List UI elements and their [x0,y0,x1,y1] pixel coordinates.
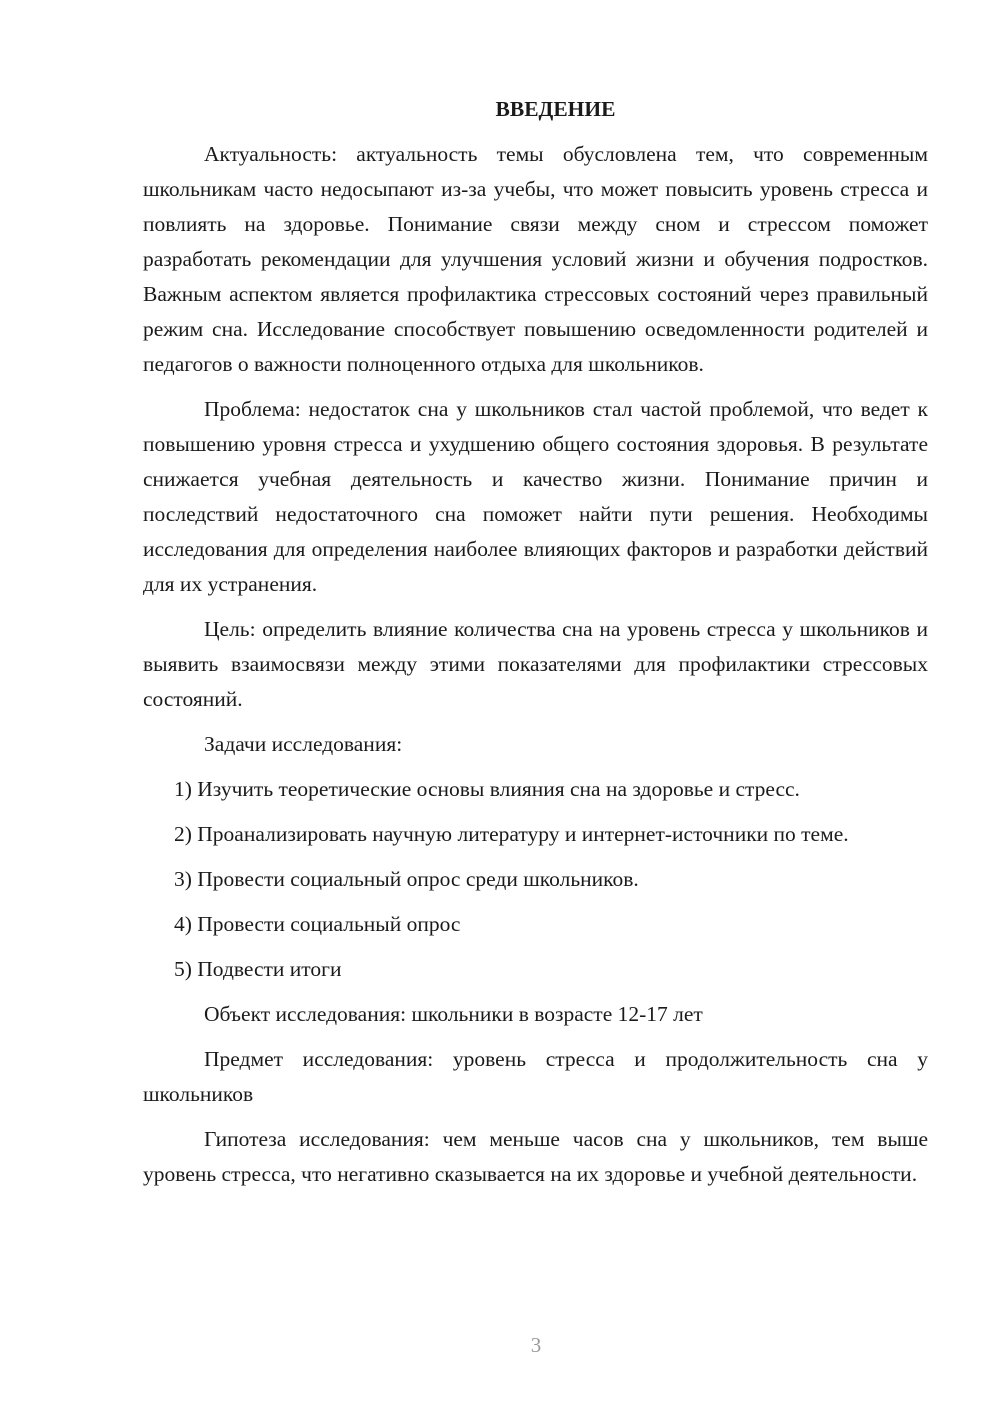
page-number: 3 [530,1333,542,1357]
task-item-3: 3) Провести социальный опрос среди школьников. [174,867,639,891]
section-title: ВВЕДЕНИЕ [495,97,616,121]
page-content [143,92,928,1202]
paragraph-subject: Предмет исследования: уровень стресса и продолжительность сна у школьников [143,1047,928,1106]
task-item-4: 4) Провести социальный опрос [174,912,461,936]
task-item-1: 1) Изучить теоретические основы влияния сна на здоровье и стресс. [174,777,800,801]
paragraph-problem: Проблема: недостаток сна у школьников стал частой проблемой, что ведет к повышению уровня стресса и ухудшению общего состояния здоровья. В результате снижается учебная деятельность и качество жизни. Понимание причин и последствий недостаточного сна поможет найти пути решения. Необходимы исследования для определения наиболее влияющих факторов и разработки действий для их устранения. [143,397,928,596]
paragraph-relevance: Актуальность: актуальность темы обусловлена тем, что современным школьникам часто недосыпают из-за учебы, что может повысить уровень стресса и повлиять на здоровье. Понимание связи между сном и стрессом поможет разработать рекомендации для улучшения условий жизни и обучения подростков. Важным аспектом является профилактика стрессовых состояний через правильный режим сна. Исследование способствует повышению осведомленности родителей и педагогов о важности полноценного отдыха для школьников. [143,142,928,376]
paragraph-goal: Цель: определить влияние количества сна на уровень стресса у школьников и выявить взаимосвязи между этими показателями для профилактики стрессовых состояний. [143,617,928,711]
task-item-2: 2) Проанализировать научную литературу и интернет-источники по теме. [174,822,849,846]
task-item-5: 5) Подвести итоги [174,957,342,981]
tasks-heading: Задачи исследования: [204,732,403,756]
paragraph-hypothesis: Гипотеза исследования: чем меньше часов сна у школьников, тем выше уровень стресса, что негативно сказывается на их здоровье и учебной деятельности. [143,1127,928,1186]
paragraph-object: Объект исследования: школьники в возрасте 12-17 лет [204,1002,703,1026]
